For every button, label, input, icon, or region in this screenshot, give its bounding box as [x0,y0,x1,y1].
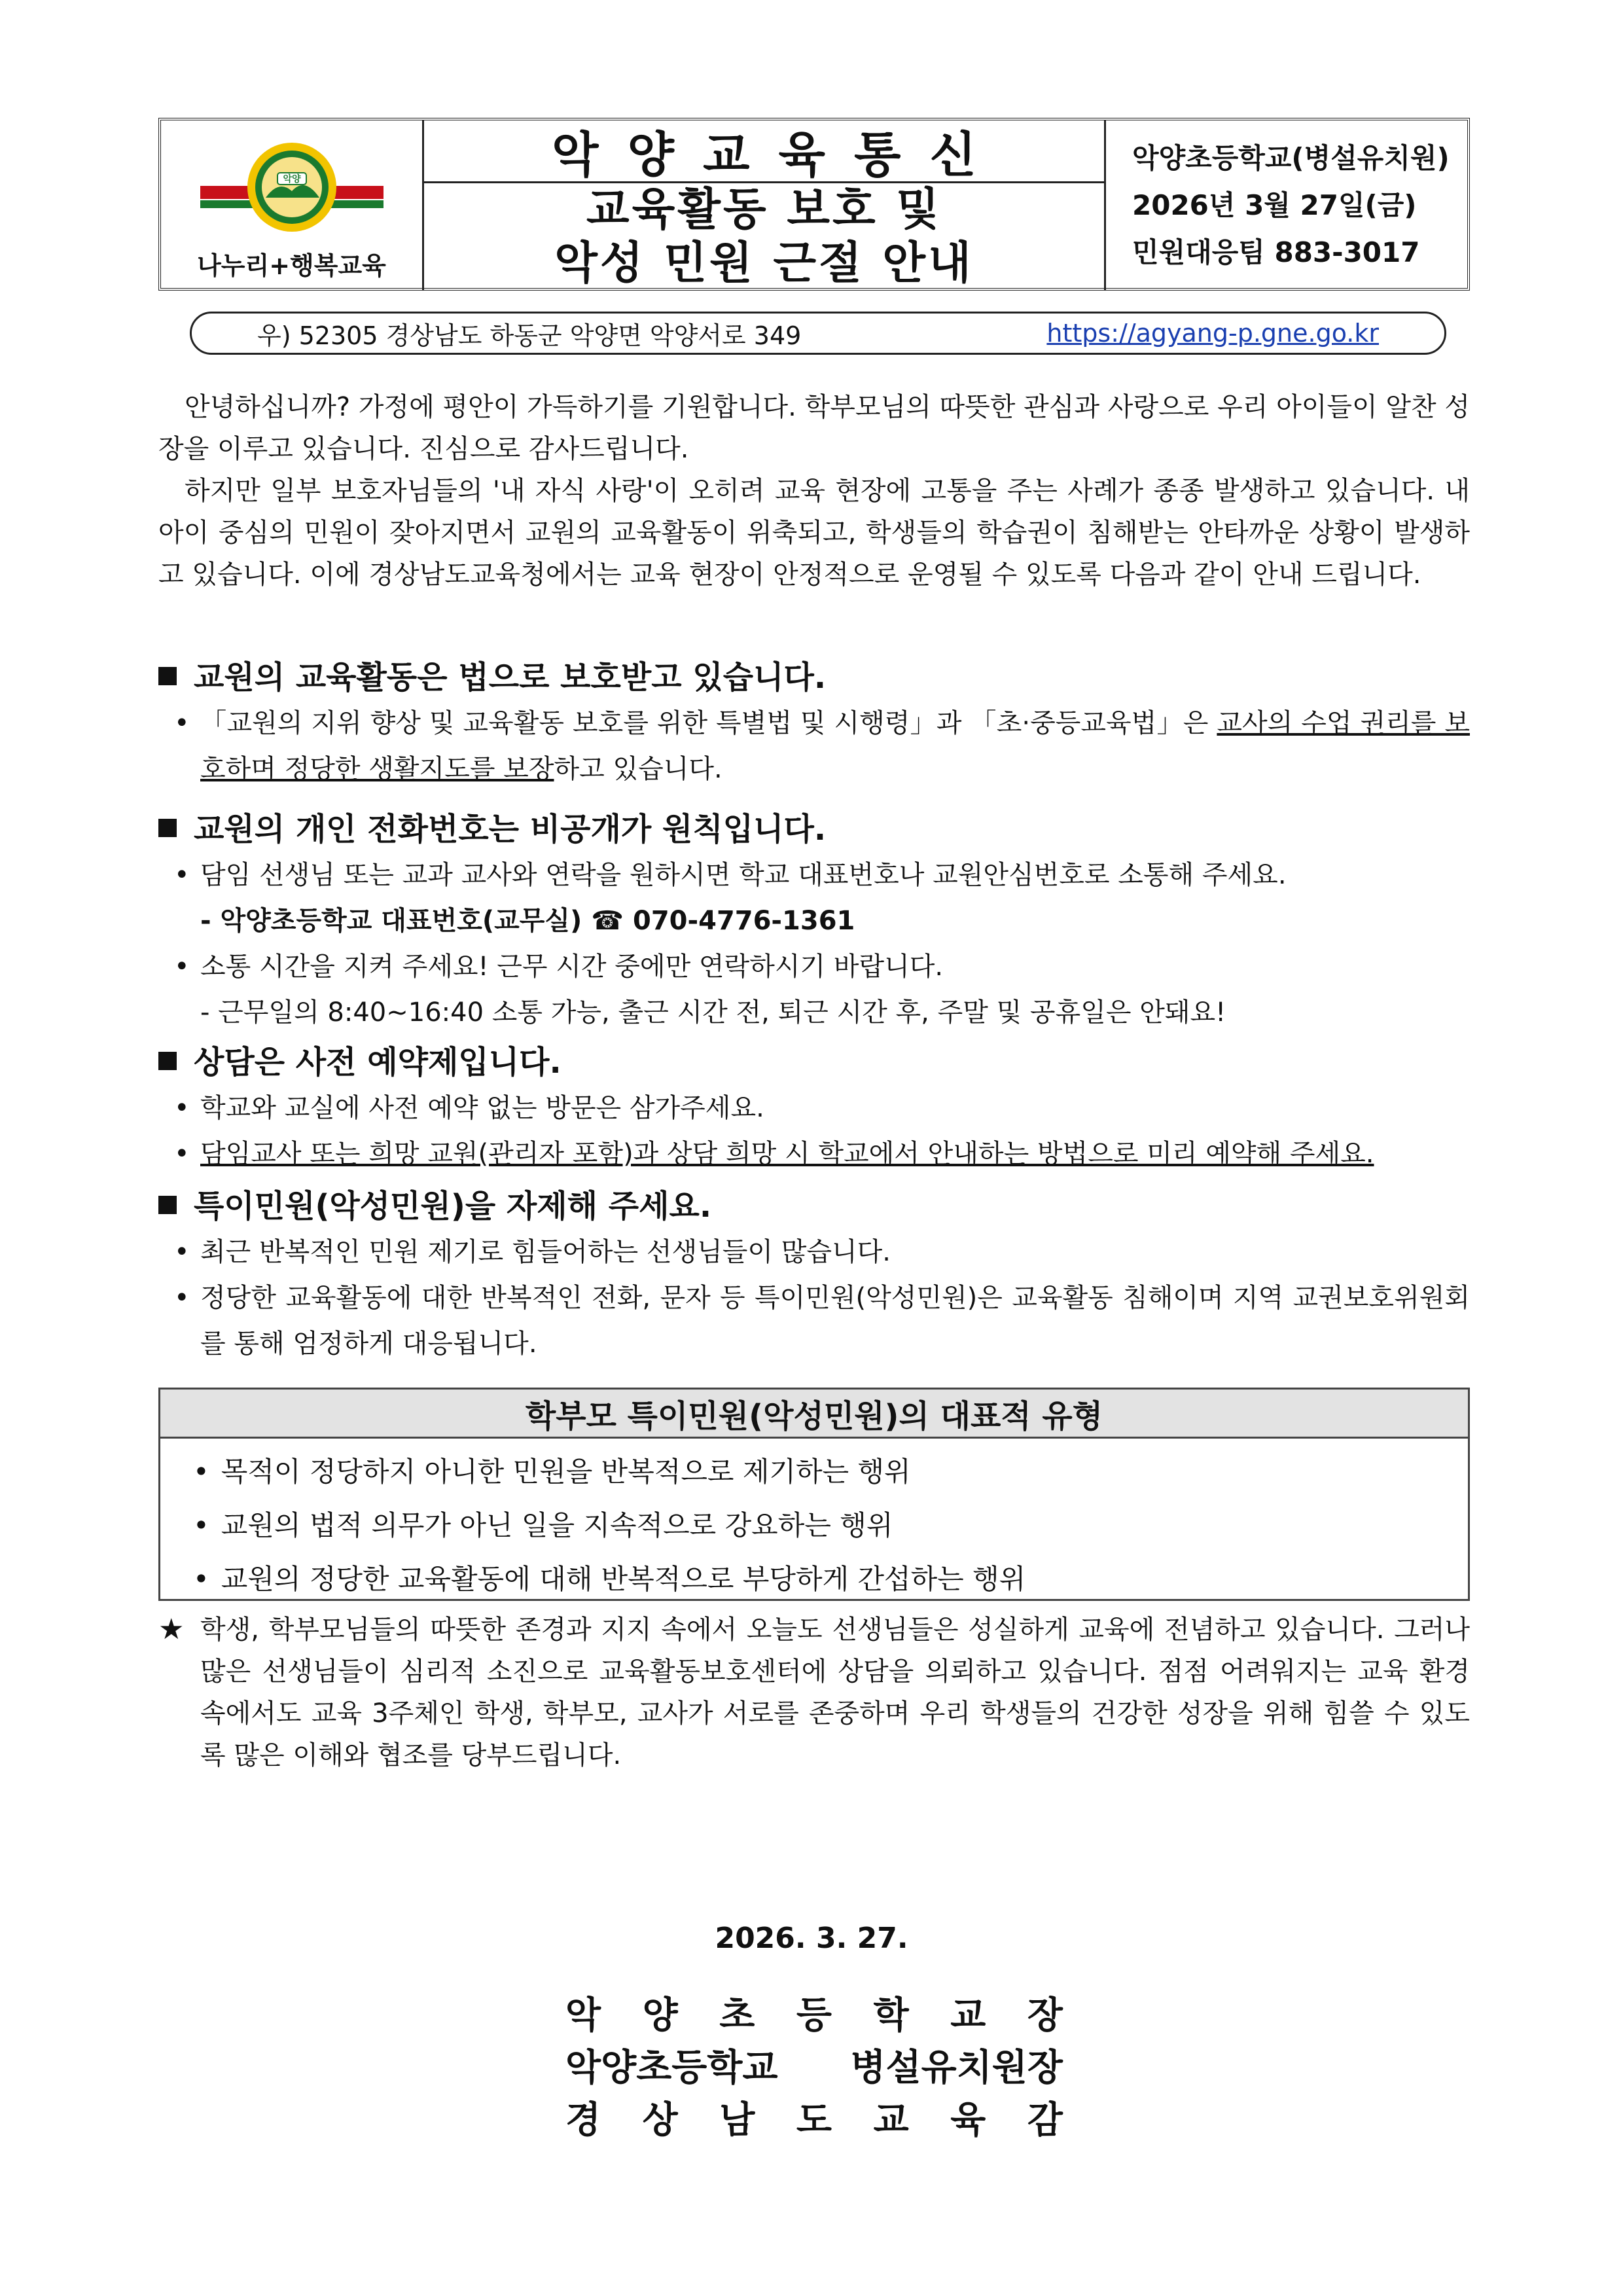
footer-date: 2026. 3. 27. [715,1922,908,1955]
newsletter-subtitle [424,183,1104,291]
signature-part: 교 [950,1994,986,2037]
logo-cell [161,120,424,291]
subtitle-line-2: 악성 민원 근절 안내 [554,238,974,289]
signature-part: 경 [565,2099,601,2142]
section-1 [158,655,1470,792]
square-bullet-icon [158,1196,177,1214]
logo-lettering: 악양 [282,174,301,185]
section-3-bullet-1: • 학교와 교실에 사전 예약 없는 방문은 삼가주세요. [158,1085,1470,1131]
school-logo [194,140,390,238]
signer-kindergarten-director [565,2042,1063,2094]
postal-address: 우) 52305 경상남도 하동군 악양면 악양서로 349 [257,321,802,350]
list-item: • 목적이 정당하지 아니한 민원을 반복적으로 제기하는 행위 [193,1445,1468,1499]
signature-part: 육 [950,2099,986,2142]
title-cell [424,120,1106,291]
section-3-title: 상담은 사전 예약제입니다. [194,1044,562,1081]
subtitle-line-1: 교육활동 보호 및 [586,184,942,236]
signature-part: 병설유치원장 [850,2047,1063,2089]
section-2-bullet-2: • 소통 시간을 지켜 주세요! 근무 시간 중에만 연락하시기 바랍니다. [158,944,1470,990]
section-4 [158,1183,1470,1367]
law-text-end: 하고 있습니다. [554,754,722,784]
complaint-types-list [160,1445,1468,1606]
section-2 [158,806,1470,1035]
intro-paragraph-2: 하지만 일부 보호자님들의 '내 자식 사랑'이 오히려 교육 현장에 고통을 주는 사례가 종종 발생하고 있습니다. 내 아이 중심의 민원이 잦아지면서 교원의 교육활동이 위축되고, 학생들의 학습권이 침해받는 안타까운 상황이 발생하고 있습니다. 이에 경상남도교육청에서는 교육 현장이 안정적으로 운영될 수 있도록 다음과 같이 안내 드립니다. [158,476,1470,590]
signature-part: 교 [873,2099,909,2142]
section-2-bullet-1: • 담임 선생님 또는 교과 교사와 연락을 원하시면 학교 대표번호나 교원안심번호로 소통해 주세요. [158,852,1470,898]
square-bullet-icon [158,819,177,837]
signature-block [565,1990,1063,2147]
signature-part: 도 [796,2099,832,2142]
info-cell [1106,120,1467,291]
complaint-types-title: 학부모 특이민원(악성민원)의 대표적 유형 [160,1390,1468,1439]
signature-part: 상 [642,2099,678,2142]
contact-number: 민원대응팀 883-3017 [1132,236,1420,268]
signature-part: 악 [565,1994,601,2037]
section-1-heading [158,655,1470,700]
school-phone-line: - 악양초등학교 대표번호(교무실) ☎ 070-4776-1361 [200,906,855,936]
school-url-link[interactable]: https://agyang-p.gne.go.kr [1046,319,1379,348]
law-underline-text: 교사의 수업 권리를 보호하며 정당한 생활지도를 보장 [200,708,1470,784]
contact-hours-line: - 근무일의 8:40~16:40 소통 가능, 출근 시간 전, 퇴근 시간 후, 주말 및 공휴일은 안돼요! [200,997,1226,1028]
law-text: 「교원의 지위 향상 및 교육활동 보호를 위한 특별법 및 시행령」과 「초·중등교육법」은 [200,708,1217,738]
section-2-heading [158,806,1470,852]
intro [158,386,1470,596]
signature-part: 등 [796,1994,832,2037]
signature-part: 초 [719,1994,755,2037]
signature-part: 감 [1027,2099,1063,2142]
header-box [158,118,1470,291]
signature-part: 남 [719,2099,755,2142]
signer-superintendent [565,2094,1063,2147]
signature-part: 악양초등학교 [565,2047,778,2089]
newsletter-title: 악양교육통신 [424,120,1104,183]
intro-paragraph-1: 안녕하십니까? 가정에 평안이 가득하기를 기원합니다. 학부모님의 따뜻한 관심과 사랑으로 우리 아이들이 알찬 성장을 이루고 있습니다. 진심으로 감사드립니다. [158,392,1470,464]
motto: 나누리+행복교육 [197,251,386,280]
section-1-title: 교원의 교육활동은 법으로 보호받고 있습니다. [194,659,827,696]
section-4-bullet-1: • 최근 반복적인 민원 제기로 힘들어하는 선생님들이 많습니다. [158,1229,1470,1275]
signer-principal [565,1990,1063,2042]
closing-text: 학생, 학부모님들의 따뜻한 존경과 지지 속에서 오늘도 선생님들은 성실하게 교육에 전념하고 있습니다. 그러나 많은 선생님들이 심리적 소진으로 교육활동보호센터에 상담을 의뢰하고 있습니다. 점점 어려워지는 교육 환경 속에서도 교육 3주체인 학생, 학부모, 교사가 서로를 존중하며 우리 학생들의 건강한 성장을 위해 힘쓸 수 있도록 많은 이해와 협조를 당부드립니다. [200,1615,1470,1770]
square-bullet-icon [158,667,177,685]
issue-date: 2026년 3월 27일(금) [1132,189,1417,221]
star-icon: ★ [158,1613,185,1646]
complaint-types-box [158,1388,1470,1601]
signature-part: 장 [1027,1994,1063,2037]
square-bullet-icon [158,1052,177,1070]
address-bar [190,312,1446,355]
list-item: • 교원의 정당한 교육활동에 대해 반복적으로 부당하게 간섭하는 행위 [193,1552,1468,1606]
section-3-heading [158,1039,1470,1085]
section-4-heading [158,1183,1470,1229]
section-2-title: 교원의 개인 전화번호는 비공개가 원칙입니다. [194,811,827,848]
section-4-bullet-2: • 정당한 교육활동에 대한 반복적인 전화, 문자 등 특이민원(악성민원)은 교육활동 침해이며 지역 교권보호위원회를 통해 엄정하게 대응됩니다. [158,1275,1470,1367]
section-3-bullet-2: • 담임교사 또는 희망 교원(관리자 포함)과 상담 희망 시 학교에서 안내하는 방법으로 미리 예약해 주세요. [158,1131,1470,1177]
list-item: • 교원의 법적 의무가 아닌 일을 지속적으로 강요하는 행위 [193,1499,1468,1552]
section-1-bullet-1 [158,700,1470,792]
school-name: 악양초등학교(병설유치원) [1132,142,1450,174]
section-4-title: 특이민원(악성민원)을 자제해 주세요. [194,1188,712,1225]
closing-paragraph [158,1609,1470,1776]
signature-part: 학 [873,1994,909,2037]
section-3 [158,1039,1470,1177]
signature-part: 양 [642,1994,678,2037]
